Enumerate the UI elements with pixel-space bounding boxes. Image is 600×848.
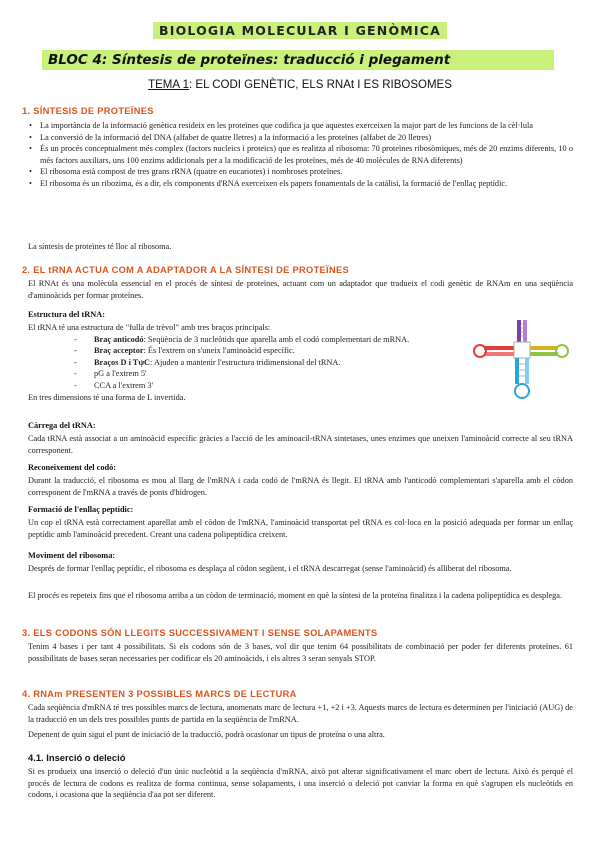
list-item: • És un procés conceptualment més complex (factors nucleics i proteics) que es realitza al ribosoma: 70 proteïnes ribosòmiques, més de 20 enzims diferents, 10 o més factors auxiliars, uns 100 enzims addicionals per a la modificació de les proteïnes, més de 40 molècules de RNA diferents) bbox=[28, 143, 573, 166]
acceptor-stem-left bbox=[517, 320, 521, 342]
anticodon-stem-right bbox=[525, 358, 529, 384]
list-item: • El ribosoma està compost de tres grans rRNA (quatre en eucariotes) i nombroses proteïnes. bbox=[28, 166, 573, 178]
trna-arms-list bbox=[74, 334, 464, 391]
d-arm-bottom bbox=[484, 352, 514, 356]
section-4-1-text: Si es produeix una inserció o deleció d'un únic nucleòtid a la seqüència d'mRNA, això pot alterar significativament el marc obert de lectura. Això és perquè el procés de lectura de codons es realitza de forma continua, sense solapaments, i una inserció o deleció pot canviar la forma en què s'agrupen els nucleòtids en codons, i ocasiona que la seqüència d'aa pot ser diferent. bbox=[28, 767, 573, 800]
section-2-intro: El RNAt és una molècula essencial en el procés de síntesi de proteïnes, actuant com un adaptador que tradueix el codi genètic de RNAm en una seqüència d'aminoàcids per formar proteïnes. bbox=[28, 279, 573, 300]
codon-heading: Reconeixement del codó: bbox=[28, 463, 117, 472]
structure-intro: El tRNA té una estructura de "fulla de trèvol" amb tres braços principals: bbox=[28, 323, 271, 332]
codon-text: Durant la traducció, el ribosoma es mou al llarg de l'mRNA i cada codó de l'mRNA és llegit. El tRNA amb l'anticodó complementari s'aparella amb el còdon corresponent de l'mRNA a través de ponts d'hidrogen. bbox=[28, 476, 573, 497]
list-item: • El ribosoma és un ribozima, és a dir, els components d'RNA exerceixen els papers fonamentals de la catàlisi, la formació de l'enllaç peptídic. bbox=[28, 178, 573, 190]
acceptor-stem-right bbox=[523, 320, 527, 342]
t-arm-top bbox=[530, 346, 558, 350]
trna-cloverleaf-figure bbox=[470, 318, 570, 400]
list-item: • La importància de la informació genètica resideix en les proteïnes que codifica ja que aquestes exerceixen la major part de les funcions de la cèl·lula bbox=[28, 120, 573, 132]
arm-name: Braços D i TψC bbox=[94, 357, 151, 367]
section-3-text: Tenim 4 bases i per tant 4 possibilitats. Si els codons són de 3 bases, vol dir que tenim 64 possibilitats de combinació per poder fer diferents proteïnes. 61 possibilitats de bases seran necessaries per codificar els 20 aminoàcids, i els altres 3 seran senyals STOP. bbox=[28, 642, 573, 663]
section-4-1-heading: 4.1. Inserció o deleció bbox=[28, 752, 126, 763]
section-4-heading: 4. RNAm PRESENTEN 3 POSSIBLES MARCS DE LECTURA bbox=[22, 689, 297, 699]
bloc-title: BLOC 4: Síntesis de proteïnes: traducció i plegament bbox=[42, 50, 554, 70]
tema-title bbox=[0, 79, 600, 91]
peptide-text: Un cop el tRNA està correctament aparellat amb el còdon de l'mRNA, l'aminoàcid transportat pel tRNA es col·loca en la posició adequada per formar un enllaç peptídic amb l'aminoàcid precedent. Creant una cadena polipeptídica creixent. bbox=[28, 518, 573, 539]
t-arm-bottom bbox=[530, 352, 558, 356]
header bbox=[0, 20, 600, 39]
movement-text-2: El procés es repeteix fins que el ribosoma arriba a un còdon de terminació, moment en què la síntesi de la proteïna finalitza i la cadena polipeptídica es desplega. bbox=[28, 591, 563, 600]
d-arm-top bbox=[484, 346, 514, 350]
list-item: • La conversió de la informació del DNA (alfabet de quatre lletres) a la informació a les proteïnes (alfabet de 20 lletres) bbox=[28, 132, 573, 144]
tema-label: TEMA 1 bbox=[148, 79, 190, 91]
trna-core bbox=[514, 342, 530, 358]
anticodon-loop bbox=[515, 384, 529, 398]
list-item: - Braç acceptor: És l'extrem on s'uneix l'aminoàcid específic. bbox=[74, 345, 464, 356]
section-1-closing: La síntesis de proteïnes té lloc al ribosoma. bbox=[28, 242, 172, 251]
d-loop bbox=[474, 345, 486, 357]
arm-name: Braç anticodó bbox=[94, 335, 144, 344]
structure-heading: Estructura del tRNA: bbox=[28, 310, 105, 319]
charge-text: Cada tRNA està associat a un aminoàcid específic gràcies a l'acció de les aminoacil-tRNA sintetases, unes enzimes que uneixen l'aminoàcid correcte al seu tRNA corresponent. bbox=[28, 434, 573, 455]
acceptor-rungs bbox=[521, 324, 523, 336]
section-4-text-2: Depenent de quin sigui el punt de iniciació de la traducció, podrà ocasionar un tipus de proteïna o una altra. bbox=[28, 730, 385, 739]
movement-text-1: Després de formar l'enllaç peptídic, el ribosoma es desplaça al còdon següent, i el tRNA descarregat (sense l'aminoàcid) és alliberat del ribosoma. bbox=[28, 564, 512, 573]
section-2-heading: 2. EL tRNA ACTUA COM A ADAPTADOR A LA SÍNTESI DE PROTEÏNES bbox=[22, 265, 349, 275]
tema-rest: : EL CODI GENÈTIC, ELS RNAt I ES RIBOSOMES bbox=[189, 79, 452, 91]
anticodon-stem-left bbox=[515, 358, 519, 384]
course-title: BIOLOGIA MOLECULAR I GENÒMICA bbox=[153, 22, 447, 39]
anticodon-rungs bbox=[519, 364, 525, 376]
structure-closing: En tres dimensions té una forma de L invertida. bbox=[28, 393, 186, 402]
list-item: - CCA a l'extrem 3' bbox=[74, 380, 464, 391]
movement-heading: Moviment del ribosoma: bbox=[28, 551, 116, 560]
section-4-text-1: Cada seqüència d'mRNA té tres possibles marcs de lectura, anomenats marc de lectura +1, +2 i +3. Aquests marcs de lectura es determinen per l'iniciació (AUG) de la traducció en un dels tres possibles punts de partida en la seqüència de l'mRNA. bbox=[28, 703, 573, 724]
arm-name: Braç acceptor bbox=[94, 346, 144, 356]
list-item: - Braços D i TψC: Ajuden a mantenir l'estructura tridimensional del tRNA. bbox=[74, 357, 464, 368]
section-3-heading: 3. ELS CODONS SÓN LLEGITS SUCCESSIVAMENT I SENSE SOLAPAMENTS bbox=[22, 628, 378, 638]
list-item: - Braç anticodó: Seqüència de 3 nucleòtids que aparella amb el codó complementari de mRNA. bbox=[74, 334, 464, 345]
peptide-heading: Formació de l'enllaç peptídic: bbox=[28, 505, 134, 514]
charge-heading: Càrrega del tRNA: bbox=[28, 421, 96, 430]
section-1-bullets bbox=[28, 120, 573, 190]
t-loop bbox=[556, 345, 568, 357]
section-1-heading: 1. SÍNTESIS DE PROTEÏNES bbox=[22, 106, 154, 116]
list-item: - pG a l'extrem 5' bbox=[74, 368, 464, 379]
